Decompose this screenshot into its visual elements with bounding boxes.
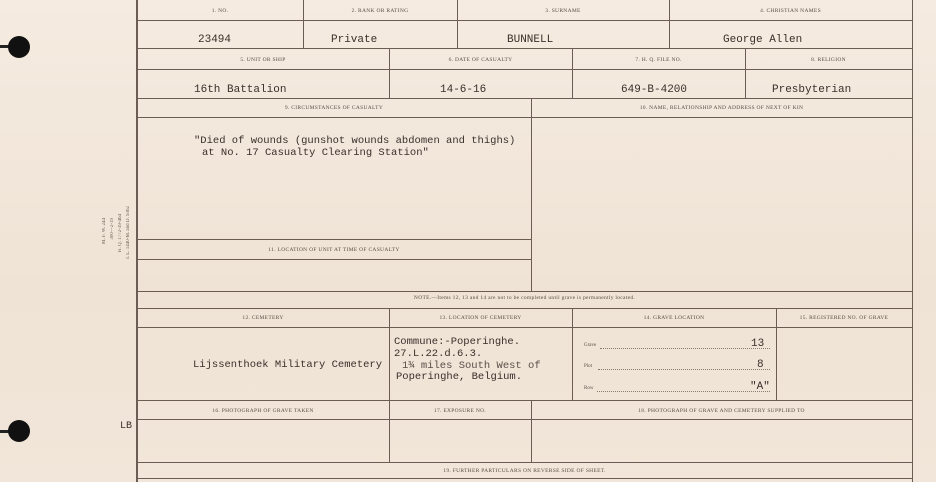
rule <box>137 400 912 401</box>
lb-mark: LB <box>120 421 133 432</box>
rule <box>776 308 777 400</box>
rule <box>572 48 573 98</box>
rule <box>531 98 532 291</box>
value-rank: Private <box>331 34 378 46</box>
rule <box>572 308 573 400</box>
header-grave-location: 14. GRAVE LOCATION <box>643 315 705 321</box>
header-next-of-kin: 10. NAME, RELATIONSHIP AND ADDRESS OF NEXT OF KIN <box>639 105 804 111</box>
rule <box>137 308 912 309</box>
header-further-particulars: 19. FURTHER PARTICULARS ON REVERSE SIDE OF SHEET. <box>443 468 606 474</box>
header-location-unit: 11. LOCATION OF UNIT AT TIME OF CASUALTY <box>268 247 400 253</box>
binder-hole-bottom <box>8 420 30 442</box>
value-unit: 16th Battalion <box>194 84 287 96</box>
value-cemetery: Lijssenthoek Military Cemetery <box>193 359 383 371</box>
value-religion: Presbyterian <box>772 84 852 96</box>
header-circumstances: 9. CIRCUMSTANCES OF CASUALTY <box>284 105 384 111</box>
row-label: Row <box>584 386 594 391</box>
header-photo-taken: 16. PHOTOGRAPH OF GRAVE TAKEN <box>212 408 314 414</box>
rule <box>137 48 912 49</box>
form-code-3: H. Q. 1772-39-464 <box>118 214 123 253</box>
form-code-4: I. L. 1440-M. and D. 9362 <box>126 206 131 259</box>
rule <box>137 419 912 420</box>
value-file-no: 649-B-4200 <box>621 84 688 96</box>
circumstances-line-2: at No. 17 Casualty Clearing Station" <box>202 147 429 159</box>
location-line-1: Commune:-Poperinghe. <box>394 336 521 348</box>
rule <box>137 462 912 463</box>
rule <box>137 20 912 21</box>
header-religion: 8. RELIGION <box>811 57 846 63</box>
header-rank: 2. RANK OR RATING <box>351 8 409 14</box>
rule <box>137 259 531 260</box>
binder-hole-top <box>8 36 30 58</box>
value-plot: 8 <box>757 359 764 371</box>
header-christian-names: 4. CHRISTIAN NAMES <box>760 8 821 14</box>
value-no: 23494 <box>198 34 232 46</box>
header-location-cemetery: 13. LOCATION OF CEMETERY <box>439 315 522 321</box>
value-surname: BUNNELL <box>507 34 554 46</box>
header-exposure: 17. EXPOSURE NO. <box>433 408 487 414</box>
header-date: 6. DATE OF CASUALTY <box>448 57 513 63</box>
header-file-no: 7. H. Q. FILE NO. <box>635 57 682 63</box>
plot-label: Plot <box>584 364 593 369</box>
value-christian-names: George Allen <box>723 34 803 46</box>
value-row: "A" <box>750 381 770 393</box>
circumstances-line-1: "Died of wounds (gunshot wounds abdomen and thighs) <box>194 135 516 147</box>
grave-label: Grave <box>584 343 597 348</box>
grave-dots <box>600 348 770 349</box>
right-border <box>912 0 913 482</box>
header-no: 1. NO. <box>211 8 229 14</box>
location-line-3: 1¾ miles South West of <box>402 360 541 372</box>
location-line-2: 27.L.22.d.6.3. <box>394 348 483 360</box>
rule <box>137 327 912 328</box>
row-dots <box>597 391 770 392</box>
header-registered-no: 15. REGISTERED NO. OF GRAVE <box>799 315 889 321</box>
header-surname: 3. SURNAME <box>545 8 581 14</box>
header-unit: 5. UNIT OR SHIP <box>240 57 286 63</box>
rule <box>137 98 912 99</box>
plot-dots <box>598 369 770 370</box>
header-photo-supplied: 18. PHOTOGRAPH OF GRAVE AND CEMETERY SUPPLIED TO <box>638 408 805 414</box>
rule <box>389 48 390 98</box>
form-code-2: 300—2-19 <box>110 218 115 240</box>
header-cemetery: 12. CEMETERY <box>242 315 284 321</box>
value-grave: 13 <box>751 338 765 350</box>
rule <box>137 291 912 292</box>
rule <box>137 478 912 479</box>
value-date: 14-6-16 <box>440 84 487 96</box>
rule <box>137 239 531 240</box>
rule <box>137 69 912 70</box>
form-code-1: M. F. W. 244 <box>102 218 107 244</box>
note-text: NOTE.—Items 12, 13 and 14 are not to be completed until grave is permanently located. <box>413 295 636 301</box>
rule <box>745 48 746 98</box>
location-line-4: Poperinghe, Belgium. <box>396 371 523 383</box>
rule <box>137 117 912 118</box>
rule <box>389 308 390 400</box>
